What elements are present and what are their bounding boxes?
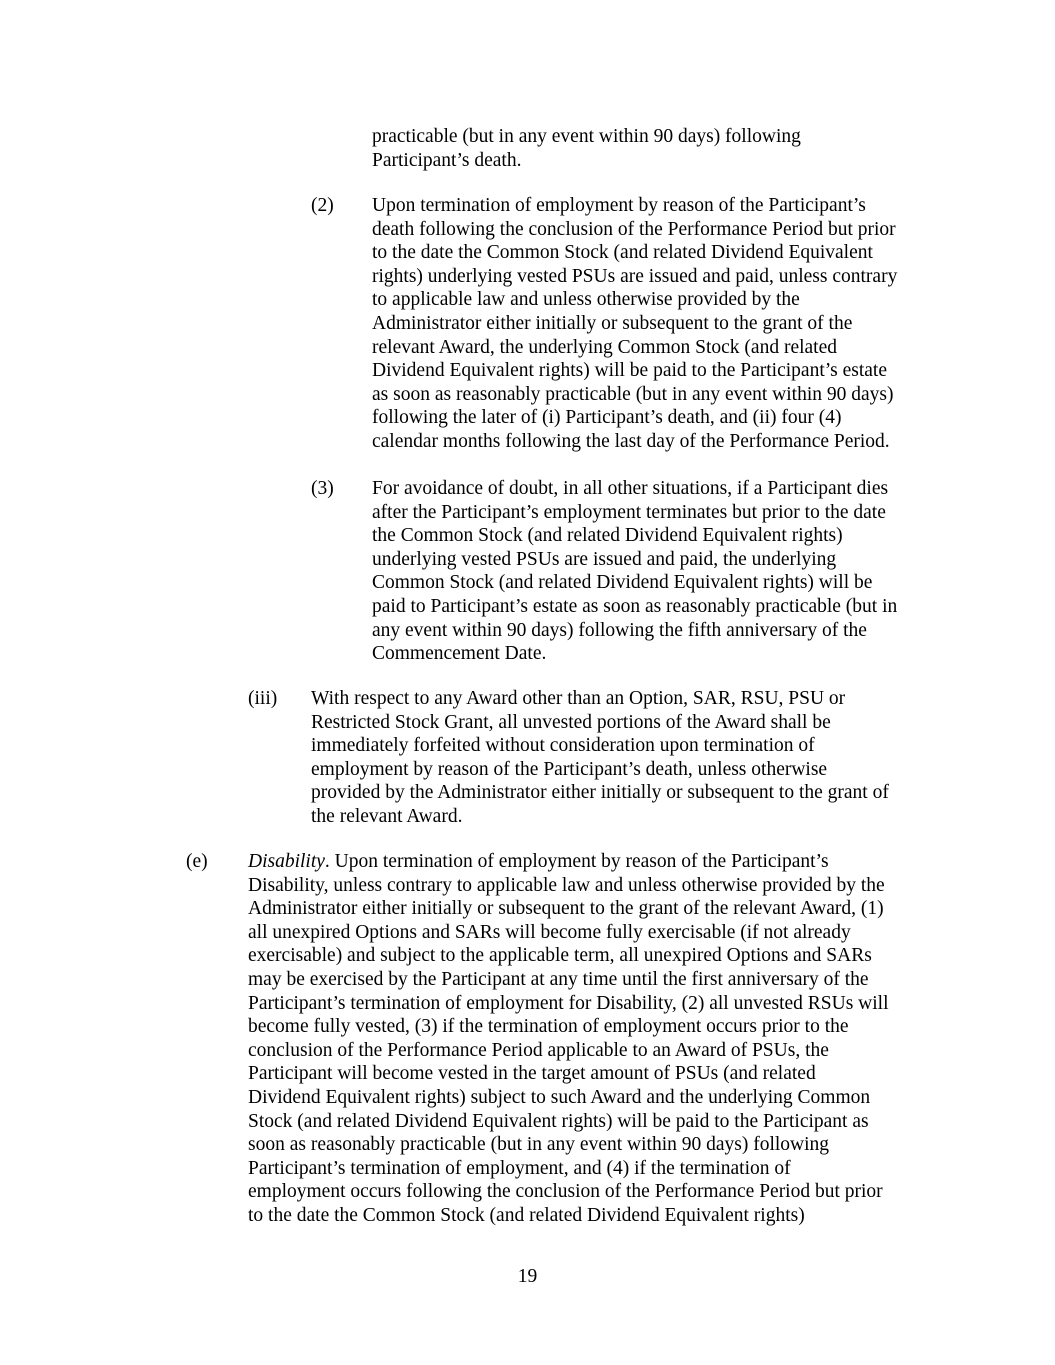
paragraph-line: Restricted Stock Grant, all unvested portions of the Award shall be (311, 711, 831, 733)
paragraph-line: Dividend Equivalent rights) subject to such Award and the underlying Common (248, 1086, 871, 1108)
paragraph-line: following the later of (i) Participant’s death, and (ii) four (4) (372, 407, 842, 429)
paragraph-line: Upon termination of employment by reason of the Participant’s (372, 195, 866, 216)
paragraph-line: relevant Award, the underlying Common Stock (and related (372, 336, 838, 358)
paragraph-line: With respect to any Award other than an Option, SAR, RSU, PSU or (311, 688, 846, 709)
item-2-paragraph (372, 194, 897, 454)
paragraph-line: to the date the Common Stock (and related Dividend Equivalent rights) (248, 1204, 805, 1226)
paragraph-line: Disability, unless contrary to applicable law and unless otherwise provided by the (248, 874, 885, 896)
paragraph-line: practicable (but in any event within 90 days) following (372, 126, 801, 147)
paragraph-line (248, 850, 889, 874)
paragraph-line: employment occurs following the conclusion of the Performance Period but prior (248, 1181, 883, 1203)
paragraph-line: become fully vested, (3) if the termination of employment occurs prior to the (248, 1016, 849, 1038)
item-marker: (3) (311, 478, 334, 499)
paragraph-line: Administrator either initially or subsequent to the grant of the (372, 312, 853, 334)
paragraph-line: soon as reasonably practicable (but in any event within 90 days) following (248, 1134, 830, 1156)
paragraph-line: Participant’s termination of employment, and (4) if the termination of (248, 1157, 791, 1179)
paragraph-line: Administrator either initially or subsequent to the grant of the relevant Award, (1) (248, 898, 884, 920)
item-marker: (e) (186, 851, 208, 872)
paragraph-line: For avoidance of doubt, in all other situations, if a Participant dies (372, 478, 889, 499)
paragraph-line: death following the conclusion of the Performance Period but prior (372, 218, 896, 240)
paragraph-line: conclusion of the Performance Period applicable to an Award of PSUs, the (248, 1039, 829, 1061)
heading-continuation: . Upon termination of employment by reason of the Participant’s (324, 851, 829, 872)
paragraph-line: calendar months following the last day of the Performance Period. (372, 430, 890, 452)
paragraph-line: rights) underlying vested PSUs are issued and paid, unless contrary (372, 265, 898, 287)
paragraph-line: to applicable law and unless otherwise provided by the (372, 289, 800, 311)
paragraph-line: Common Stock (and related Dividend Equivalent rights) will be (372, 572, 873, 594)
paragraph-line: any event within 90 days) following the fifth anniversary of the (372, 619, 867, 641)
page-number: 19 (517, 1266, 538, 1287)
paragraph-line: Participant’s termination of employment for Disability, (2) all unvested RSUs will (248, 992, 889, 1014)
item-iii-paragraph (311, 687, 889, 829)
paragraph-line: may be exercised by the Participant at any time until the first anniversary of the (248, 968, 869, 990)
paragraph-line: employment by reason of the Participant’s death, unless otherwise (311, 758, 828, 780)
paragraph-line: the Common Stock (and related Dividend Equivalent rights) (372, 525, 843, 547)
paragraph-line: as soon as reasonably practicable (but in any event within 90 days) (372, 383, 894, 405)
continuation-paragraph (372, 125, 801, 172)
paragraph-line: Stock (and related Dividend Equivalent rights) will be paid to the Participant as (248, 1110, 869, 1132)
paragraph-line: immediately forfeited without consideration upon termination of (311, 735, 815, 757)
item-e-paragraph (248, 850, 889, 1228)
paragraph-line: all unexpired Options and SARs will become fully exercisable (if not already (248, 921, 851, 943)
item-marker: (2) (311, 195, 334, 216)
paragraph-line: paid to Participant’s estate as soon as reasonably practicable (but in (372, 595, 898, 617)
section-heading: Disability (248, 851, 325, 872)
paragraph-line: underlying vested PSUs are issued and paid, the underlying (372, 548, 837, 570)
paragraph-line: Participant’s death. (372, 149, 522, 171)
paragraph-line: after the Participant’s employment terminates but prior to the date (372, 501, 886, 523)
paragraph-line: exercisable) and subject to the applicable term, all unexpired Options and SARs (248, 945, 872, 967)
paragraph-line: provided by the Administrator either initially or subsequent to the grant of (311, 782, 889, 804)
paragraph-line: the relevant Award. (311, 805, 463, 827)
paragraph-line: Participant will become vested in the target amount of PSUs (and related (248, 1063, 816, 1085)
item-marker: (iii) (248, 688, 278, 709)
paragraph-line: to the date the Common Stock (and related Dividend Equivalent (372, 242, 873, 264)
item-3-paragraph (372, 477, 897, 666)
paragraph-line: Commencement Date. (372, 643, 547, 665)
paragraph-line: Dividend Equivalent rights) will be paid to the Participant’s estate (372, 360, 888, 382)
